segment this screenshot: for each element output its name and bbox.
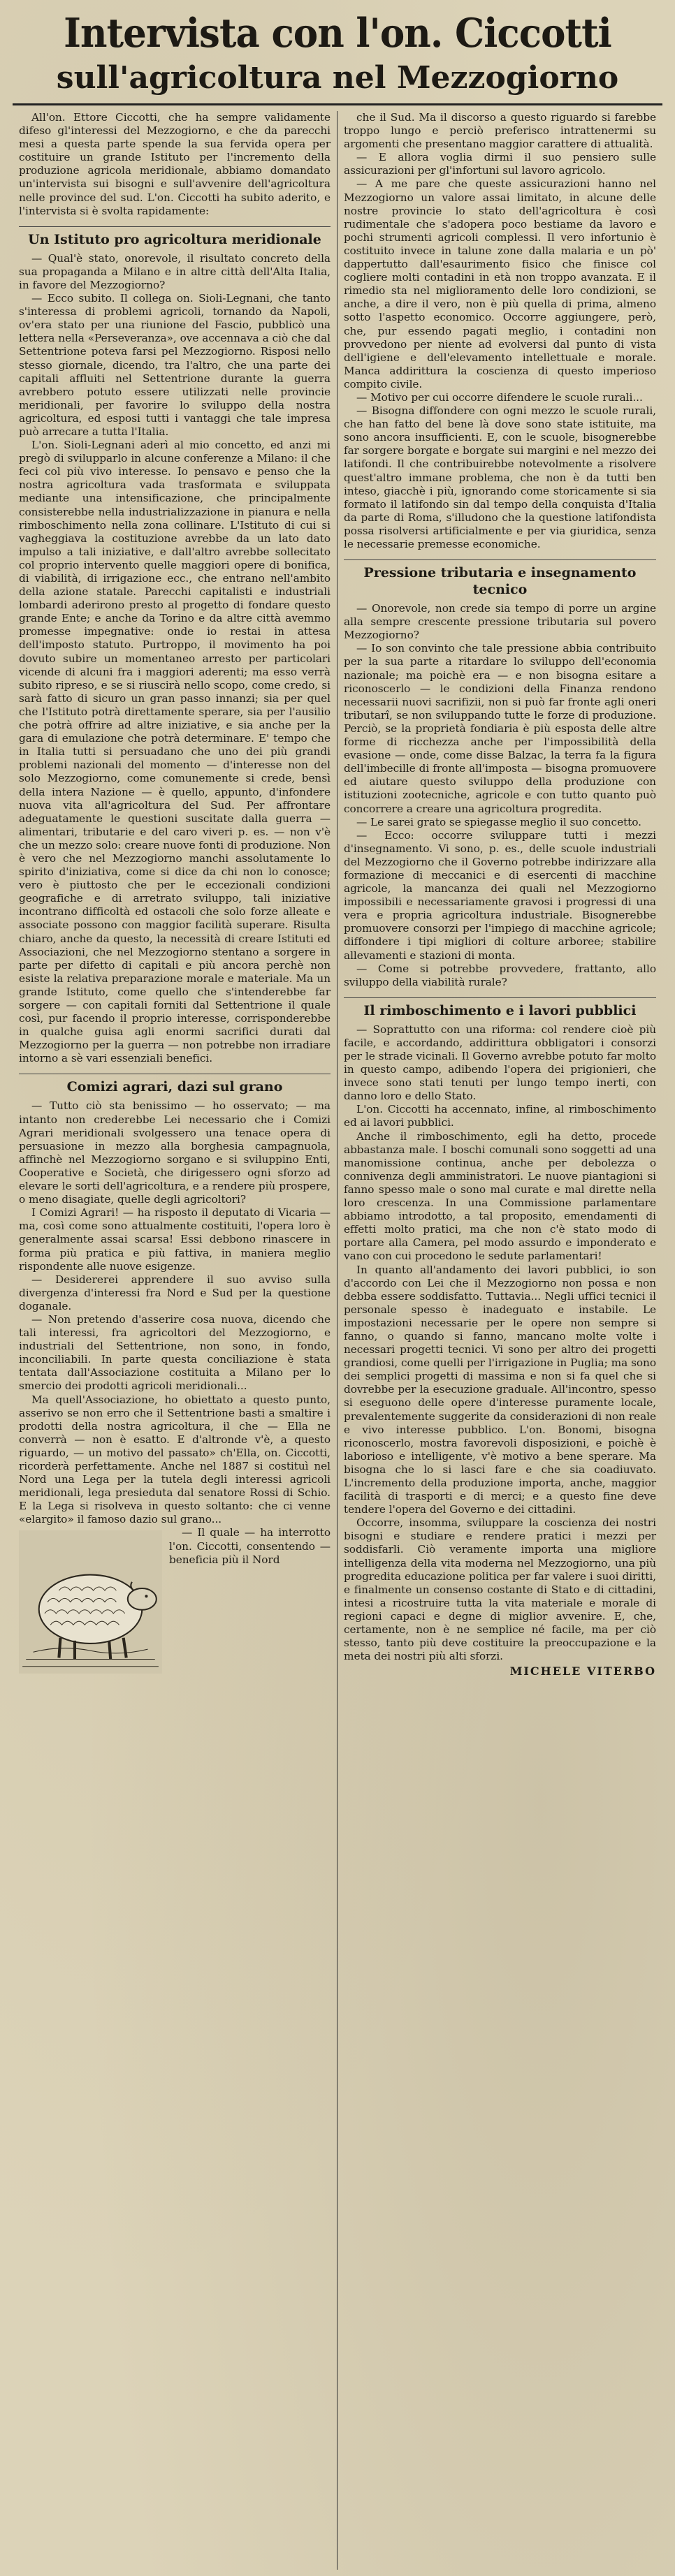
paragraph: — Il quale — ha interrotto l'on. Ciccotti, consentendo — beneficia più il Nord — [169, 1526, 331, 1566]
paragraph: — Qual'è stato, onorevole, il risultato concreto della sua propaganda a Milano e in altre città dell'Alta Italia, in favore del Mezzogiorno? — [19, 251, 331, 291]
paragraph: — Io son convinto che tale pressione abbia contribuito per la sua parte a ritardare lo sviluppo dell'economia nazionale; ma poichè era — e non bisogna esitare a riconoscerlo — le condizioni della Finanza rendono necessarii nuovi sacrifizii, non si può far fronte agli oneri tributarî, se non sviluppando tutte le forze di produzione. Perciò, se la proprietà fondiaria è più esposta delle altre forme di ricchezza anche per l'impossibilità della evasione — onde, come disse Balzac, la terra fa la figura dell'imbecille di fronte all'imposta — bisogna promuovere ed aiutare questo sviluppo della produzione con istituzioni zootecniche, agricole e con tutto quanto può concorrere a creare una agricoltura progredita. — [344, 642, 656, 815]
headline-rule — [13, 103, 662, 105]
paragraph: che il Sud. Ma il discorso a questo riguardo si farebbe troppo lungo e perciò preferisco intrattenermi su argomenti che presentano maggior carattere di attualità. — [344, 111, 656, 151]
paragraph: Occorre, insomma, sviluppare la coscienza dei nostri bisogni e studiare e rendere pratici i mezzi per soddisfarli. Ciò veramente importa una migliore intelligenza della vita moderna nel Mezzogiorno, una più progredita educazione politica per far valere i suoi diritti, e finalmente un consenso costante di Stato e di cittadini, intesi a ricostruire tutta la vita materiale e morale di regioni capaci e degne di miglior avvenire. E, che, certamente, non è ne semplice né facile, ma per ciò stesso, tanto più deve costituire la preoccupazione e la meta dei nostri più alti sforzi. — [344, 1516, 656, 1663]
paragraph: — Motivo per cui occorre difendere le scuole rurali... — [356, 390, 643, 404]
paragraph: In quanto all'andamento dei lavori pubblici, io son d'accordo con Lei che il Mezzogiorno non possa e non debba essere soddisfatto. Tuttavia... Negli uffici tecnici il personale spesso è inadeguato e instabile. Le impostazioni necessarie per le opere non sempre si fanno, o quando si fanno, mancano molte volte i necessari progetti tecnici. Vi sono per altro dei progetti grandiosi, come quelli per l'irrigazione in Puglia; ma sono dei semplici progetti di massima e non si fa quel che si dovrebbe per la esecuzione graduale. All'incontro, spesso si eseguono delle opere d'interesse puramente locale, prevalentemente suggerite da considerazioni di non reale e vivo interesse pubblico. L'on. Bonomi, bisogna riconoscerlo, mostra favorevoli disposizioni, e poichè è laborioso e intelligente, v'è motivo a bene sperare. Ma bisogna che lo si lasci fare e che sia coadiuvato. L'incremento della produzione importa, anche, maggior facilità di trasporti e di merci; e a questo fine deve tendere l'opera del Governo e dei cittadini. — [344, 1263, 656, 1516]
paragraph: — Desidererei apprendere il suo avviso sulla divergenza d'interessi fra Nord e Sud per la questione doganale. — [19, 1273, 331, 1312]
sheep-illustration — [19, 1530, 162, 1674]
paragraph: L'on. Sioli-Legnani aderì al mio concetto, ed anzi mi pregò di svilupparlo in alcune conferenze a Milano: il che feci col più vivo interesse. Io pensavo e penso che la nostra agricoltura vada trasformata e sviluppata mediante una intensificazione, che principalmente consisterebbe nella industrializzazione in pianura e nella rimboschimento nella zona collinare. L'Istituto di cui si vagheggiava la costituzione avrebbe da un lato dato impulso a tali iniziative, e dall'altro avrebbe sollecitato col proprio intervento quelle maggiori opere di bonifica, di viabilità, di irrigazione ecc., che entrano nell'ambito della azione statale. Parecchi capitalisti e industriali lombardi aderirono presto al progetto di fondare questo grande Ente; e anche da Torino e da altre città avemmo promesse impegnative: onde io restai in attesa dell'imposto statuto. Purtroppo, il movimento ha poi dovuto subire un momentaneo arresto per particolari vicende di alcuni fra i maggiori aderenti; ma esso verrà subito ripreso, e se si riuscirà nello scopo, come credo, si sarà fatto di sicuro un gran passo innanzi; sia per quel che l'Istituto potrà direttamente sperare, sia per l'ausilio che potrà offrire ad altre iniziative, e sia anche per la gara di emulazione che potrà determinare. E' tempo che in Italia tutti si persuadano che uno dei più grandi problemi nazionali del momento — d'interesse non del solo Mezzogiorno, come comunemente si crede, bensì della intera Nazione — è quello, appunto, d'infondere nuova vita all'agricoltura del Sud. Per affrontare adeguatamente le questioni suscitate dalla guerra — alimentari, tributarie e del caro viveri p. es. — non v'è che un mezzo solo: creare nuove fonti di produzione. Non è vero che nel Mezzogiorno manchi assolutamente lo spirito d'iniziativa, come si dice da chi non lo conosce; vero è piuttosto che per le eccezionali condizioni geografiche e di arretrato sviluppo, tali iniziative incontrano difficoltà ed ostacoli che solo forze alleate e associate possono con maggior facilità superare. Risulta chiaro, anche da questo, la necessità di creare Istituti ed Associazioni, che nel Mezzogiorno stentano a sorgere in parte per difetto di capitali e più ancora perchè non esiste la relativa preparazione morale e materiale. Ma un grande Istituto, come quello che s'intenderebbe far sorgere — con capitali forniti dal Settentrione il quale così, pur facendo il proprio interesse, corrisponderebbe in qualche guisa agli enormi sacrifici durati dal Mezzogiorno per la guerra — non potrebbe non irradiare intorno a sè vari essenziali benefici. — [19, 439, 331, 1065]
column-right — [338, 111, 662, 2570]
column-left — [13, 111, 338, 2570]
paragraph: — Soprattutto con una riforma: col rendere cioè più facile, e accordando, addirittura obbligatori i consorzi per le strade vicinali. Il Governo avrebbe potuto far molto in questo campo, adibendo l'opera dei prigionieri, che invece sono stati tenuti per lungo tempo inerti, con danno loro e dello Stato. — [344, 1023, 656, 1103]
paragraph: — Come si potrebbe provvedere, frattanto, allo sviluppo della viabilità rurale? — [344, 962, 656, 988]
section-heading-comizi: Comizi agrari, dazi sul grano — [19, 1074, 331, 1095]
paragraph: Anche il rimboschimento, egli ha detto, procede abbastanza male. I boschi comunali sono soggetti ad una manomissione continua, anche per debolezza o connivenza degli amministratori. Le nuove piantagioni si fanno spesso male o sono mal curate e mal dirette nella loro crescenza. In una Commissione parlamentare abbiamo introdotto, a tal proposito, emendamenti di effetti molto pratici, ma che non c'è stato modo di portare alla Camera, pel modo assurdo e imponderato e vano con cui procedono le sedute parlamentari! — [344, 1129, 656, 1263]
paragraph: Ma quell'Associazione, ho obiettato a questo punto, asserivo se non erro che il Settentrione basti a smaltire i prodotti della nostra agricoltura, il che — Ella ne converrà — non è esatto. E d'altronde v'è, a questo riguardo, — un motivo del passato» ch'Ella, on. Ciccotti, ricorderà perfettamente. Anche nel 1887 si costituì nel Nord una Lega per la tutela degli interessi agricoli meridionali, lega presieduta dal senatore Rossi di Schio. E la Lega si risolveva in questo soltanto: che ci venne «elargito» il famoso dazio sul grano... — [19, 1393, 331, 1526]
paragraph: I Comizi Agrari! — ha risposto il deputato di Vicaria — ma, così come sono attualmente costituiti, l'opera loro è generalmente assai scarsa! Essi debbono rinascere in forma più pratica e più fattiva, in maniera meglio rispondente alle nuove esigenze. — [19, 1206, 331, 1273]
paragraph: — A me pare che queste assicurazioni hanno nel Mezzogiorno un valore assai limitato, in alcune delle nostre provincie lo stato dell'agricoltura è così rudimentale che s'adopera poco bestiame da lavoro e pochi strumenti agricoli complessi. Il vero infortunio è costituito invece in talune zone dalla malaria e un pò' dappertutto dall'esaurimento fisico che finisce col cogliere molti contadini in età non troppo avanzata. E il rimedio sta nel miglioramento delle loro condizioni, se anche, a dire il vero, non è più quella di prima, almeno sotto l'aspetto economico. Occorre aggiungere, però, che, pur essendo pagati meglio, i contadini non provvedono per niente ad evolversi dal punto di vista dell'igiene e dell'elevamento intellettuale e morale. Manca addirittura la coscienza di questo imperioso compito civile. — [344, 177, 656, 390]
article-body — [13, 111, 662, 2570]
paragraph: — Bisogna diffondere con ogni mezzo le scuole rurali, che han fatto del bene là dove sono state istituite, ma sono ancora insufficienti. E, con le scuole, bisognerebbe far sorgere borgate e borgate sui margini e nel mezzo dei latifondi. Il che contribuirebbe notevolmente a risolvere quest'altro immane problema, che non è da tutti ben inteso, giacchè i più, ignorando come storicamente si sia formato il latifondo sin dal tempo della conquista d'Italia da parte di Roma, s'illudono che la questione latifondista possa risolversi artificialmente e per via giuridica, senza le necessarie premesse economiche. — [344, 404, 656, 550]
paragraph: — E allora voglia dirmi il suo pensiero sulle assicurazioni per gl'infortuni sul lavoro agricolo. — [344, 151, 656, 177]
paragraph: L'on. Ciccotti ha accennato, infine, al rimboschimento ed ai lavori pubblici. — [344, 1103, 656, 1129]
paragraph: — Onorevole, non crede sia tempo di porre un argine alla sempre crescente pressione tributaria sul povero Mezzogiorno? — [344, 602, 656, 642]
subheadline: sull'agricoltura nel Mezzogiorno — [56, 60, 619, 96]
paragraph: — Tutto ciò sta benissimo — ho osservato; — ma intanto non crederebbe Lei necessario che i Comizi Agrari meridionali svolgessero una tenace opera di persuasione in mezzo alla borghesia campagnuola, affinchè nel Mezzogiorno sorgano e si sviluppino Enti, Cooperative e Società, che dirigessero ogni sforzo ad elevare le sorti dell'agricoltura, e a rendere più prospere, o meno disagiate, quelle degli agricoltori? — [19, 1099, 331, 1206]
byline: MICHELE VITERBO — [509, 1664, 656, 1678]
paragraph: — Le sarei grato se spiegasse meglio il suo concetto. — [356, 815, 641, 828]
section-heading-istituto: Un Istituto pro agricoltura meridionale — [19, 226, 331, 248]
paragraph: All'on. Ettore Ciccotti, che ha sempre validamente difeso gl'interessi del Mezzogiorno, e che da parecchi mesi a questa parte spende la sua fervida opera per costituire un grande Istituto per l'incremento della produzione agricola meridionale, abbiamo domandato un'intervista sui bisogni e sull'avvenire dell'agricoltura nelle province del sud. L'on. Ciccotti ha subito aderito, e l'intervista si è svolta rapidamente: — [19, 111, 331, 217]
paragraph: — Non pretendo d'asserire cosa nuova, dicendo che tali interessi, fra agricoltori del Mezzogiorno, e industriali del Settentrione, non sono, in fondo, inconciliabili. In parte questa conciliazione è stata tentata dall'Associazione costituita a Milano per lo smercio dei prodotti agricoli meridionali... — [19, 1312, 331, 1393]
paragraph: — Ecco subito. Il collega on. Sioli-Legnani, che tanto s'interessa di problemi agricoli, tornando da Napoli, ov'era stato per una riunione del Fascio, pubblicò una lettera nella «Perseveranza», ove accennava a ciò che dal Settentrione poteva farsi pel Mezzogiorno. Risposi nello stesso giornale, dicendo, tra l'altro, che una parte dei capitali affluiti nel Settentrione durante la guerra avrebbero potuto essere utilizzati nelle provincie meridionali, per favorire lo sviluppo della nostra agricoltura, ed esposi tutti i vantaggi che tale impresa può arrecare a tutta l'Italia. — [19, 292, 331, 438]
section-heading-rimboschimento: Il rimboschimento e i lavori pubblici — [344, 997, 656, 1019]
headline: Intervista con l'on. Ciccotti — [64, 10, 611, 57]
section-heading-pressione: Pressione tributaria e insegnamento tecnico — [344, 559, 656, 598]
paragraph: — Ecco: occorre sviluppare tutti i mezzi d'insegnamento. Vi sono, p. es., delle scuole industriali del Mezzogiorno che il Governo potrebbe indirizzare alla formazione di meccanici e di esercenti di macchine agricole, la mancanza dei quali nel Mezzogiorno impossibili e necessariamente gravosi i progressi di una vera e propria agricoltura industriale. Bisognerebbe promuovere consorzi per l'impiego di macchine agricole; diffondere i tipi migliori di colture arboree; stabilire allevamenti e stazioni di monta. — [344, 828, 656, 962]
